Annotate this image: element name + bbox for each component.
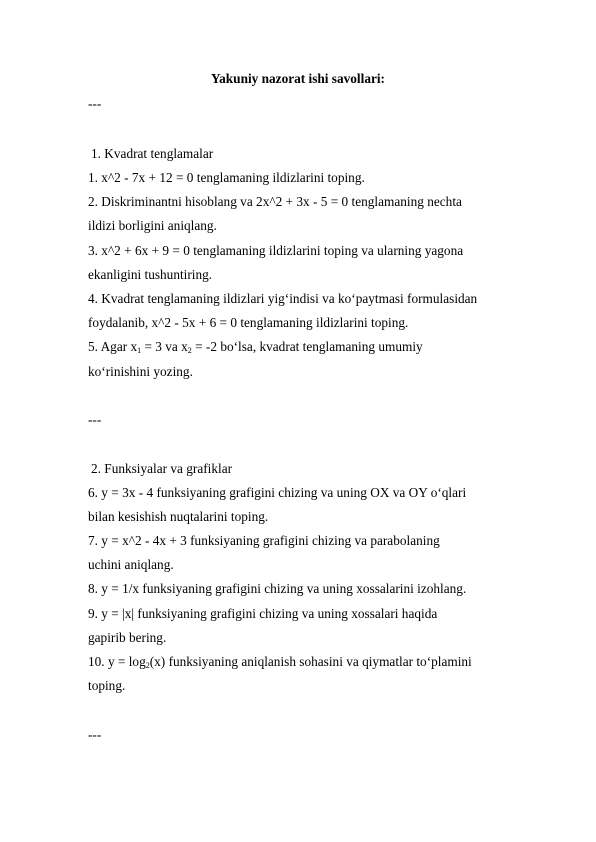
question-5-text-c: = -2 bo‘lsa, kvadrat tenglamaning umumiy (191, 339, 423, 354)
question-5-text-a: 5. Agar x (88, 339, 138, 354)
question-9-line-1: 9. y = |x| funksiyaning grafigini chizing va uning xossalari haqida (88, 606, 438, 621)
question-10-line-2: toping. (88, 678, 126, 693)
question-9-line-2: gapirib bering. (88, 630, 167, 645)
separator: --- (88, 412, 102, 427)
section-heading-functions: 2. Funksiyalar va grafiklar (91, 461, 233, 476)
question-4-line-1: 4. Kvadrat tenglamaning ildizlari yig‘indisi va ko‘paytmasi formulasidan (88, 291, 478, 306)
question-10-text-a: 10. y = log (88, 654, 146, 669)
subscript-2: 2 (187, 346, 192, 355)
question-1: 1. x^2 - 7x + 12 = 0 tenglamaning ildizlarini toping. (88, 170, 365, 185)
question-6-line-1: 6. y = 3x - 4 funksiyaning grafigini chizing va uning OX va OY o‘qlari (88, 485, 467, 500)
question-5-line-2: ko‘rinishini yozing. (88, 364, 193, 379)
question-5-text-b: = 3 va x (141, 339, 188, 354)
question-3-line-1: 3. x^2 + 6x + 9 = 0 tenglamaning ildizlarini toping va ularning yagona (88, 243, 464, 258)
question-4-line-2: foydalanib, x^2 - 5x + 6 = 0 tenglamaning ildizlarini toping. (88, 315, 409, 330)
question-5-line-1 (88, 338, 423, 356)
subscript-log-base: 2 (145, 661, 150, 670)
question-10-text-b: (x) funksiyaning aniqlanish sohasini va qiymatlar to‘plamini (149, 654, 472, 669)
question-8: 8. y = 1/x funksiyaning grafigini chizing va uning xossalarini izohlang. (88, 581, 467, 596)
question-6-line-2: bilan kesishish nuqtalarini toping. (88, 509, 269, 524)
question-7-line-1: 7. y = x^2 - 4x + 3 funksiyaning grafigini chizing va parabolaning (88, 533, 440, 548)
question-7-line-2: uchini aniqlang. (88, 557, 174, 572)
separator: --- (88, 96, 102, 111)
question-10-line-1 (88, 653, 472, 671)
question-2-line-1: 2. Diskriminantni hisoblang va 2x^2 + 3x - 5 = 0 tenglamaning nechta (88, 194, 462, 209)
question-2-line-2: ildizi borligini aniqlang. (88, 218, 217, 233)
question-3-line-2: ekanligini tushuntiring. (88, 267, 213, 282)
document-title: Yakuniy nazorat ishi savollari: (211, 71, 385, 86)
separator: --- (88, 727, 102, 742)
section-heading-quadratic: 1. Kvadrat tenglamalar (91, 146, 214, 161)
subscript-1: 1 (137, 346, 142, 355)
